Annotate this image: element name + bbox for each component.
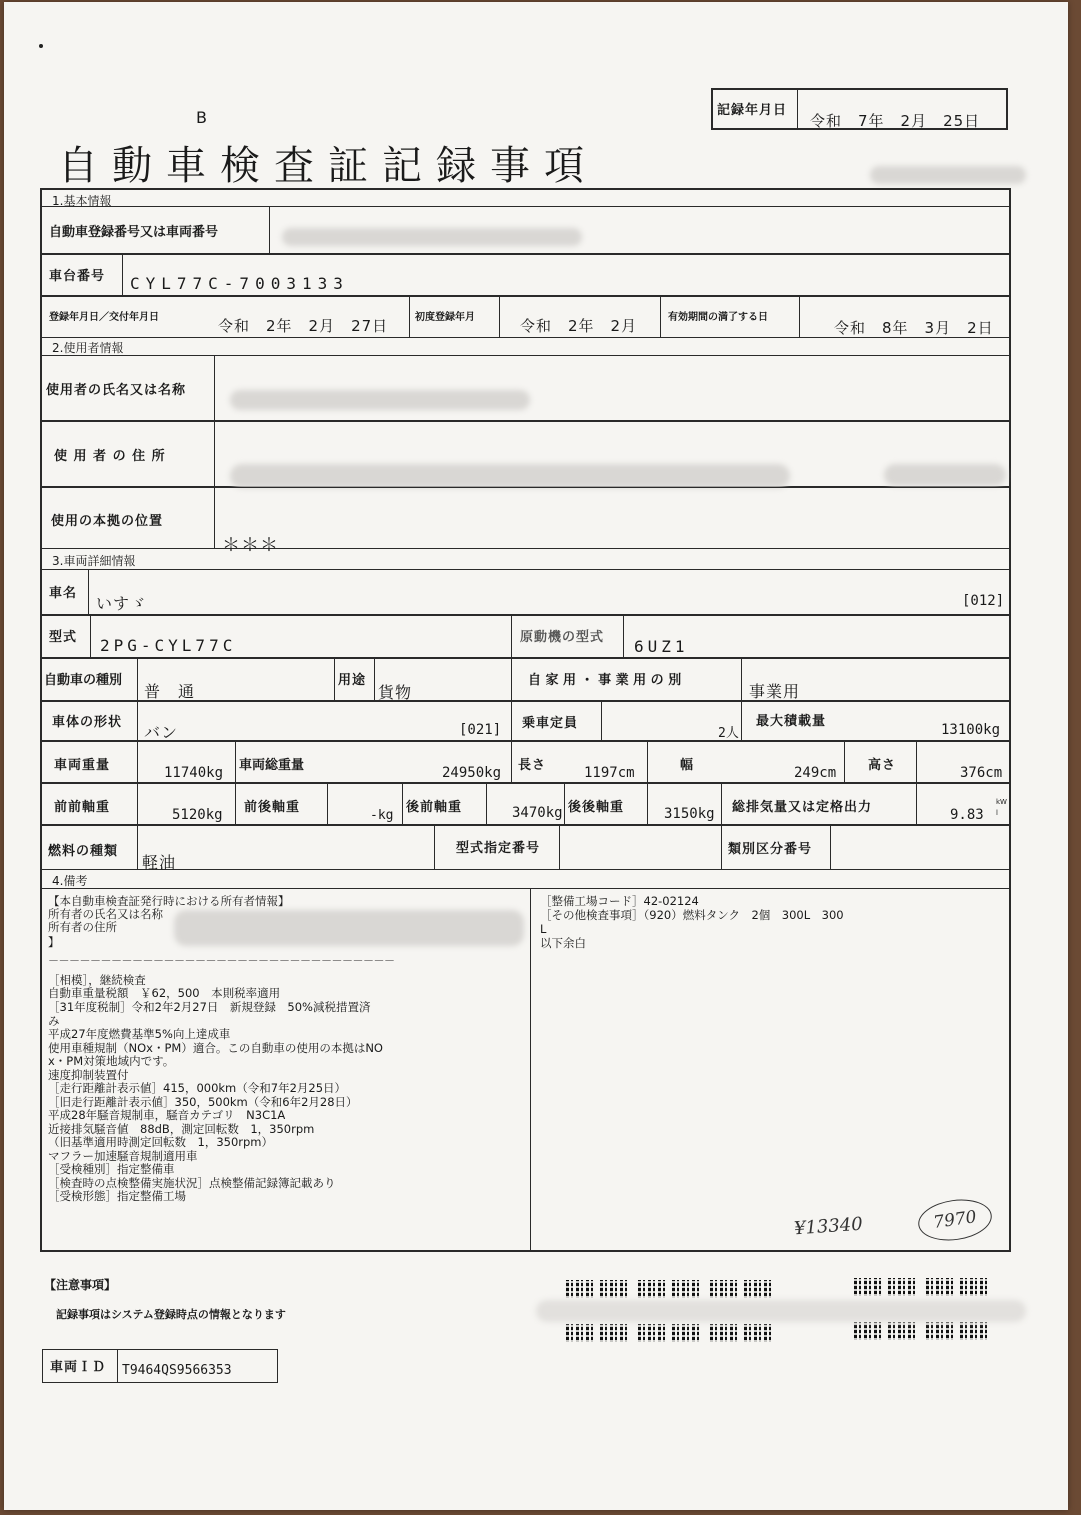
max-load-label: 最大積載量 — [756, 714, 827, 729]
gross-weight-label: 車両総重量 — [239, 758, 305, 773]
engine-value: 6UZ1 — [634, 637, 689, 656]
reg-number-label: 自動車登録番号又は車両番号 — [49, 225, 219, 240]
height-value: 376cm — [960, 765, 1003, 781]
remark-line: 所有者の氏名又は名称 — [48, 907, 163, 921]
gross-weight-value: 24950kg — [442, 765, 502, 781]
front-front-axle-value: 5120kg — [172, 807, 223, 823]
use-label: 用途 — [338, 673, 367, 688]
type-designation-label: 型式指定番号 — [456, 841, 541, 856]
remark-line: 速度抑制装置付 — [48, 1068, 129, 1082]
remark-line: 所有者の住所 — [48, 920, 117, 934]
remark-line: x・PM対策地域内です。 — [48, 1054, 175, 1068]
fuel-label: 燃料の種類 — [48, 844, 119, 859]
remark-line: 使用車種規制（NOx・PM）適合。この自動車の使用の本拠はNO — [48, 1041, 383, 1055]
remark-line: ［受検形態］指定整備工場 — [48, 1189, 186, 1203]
use-value: 貨物 — [378, 683, 413, 702]
reg-date-value: 令和 2年 2月 27日 — [218, 317, 389, 335]
model-label: 型式 — [49, 630, 78, 645]
user-address-label: 使 用 者 の 住 所 — [54, 449, 166, 464]
remark-line: 】 — [48, 935, 60, 949]
remark-line: ［相模］，継続検査 — [48, 973, 146, 987]
chassis-label: 車台番号 — [49, 269, 106, 284]
remark-line: ［検査時の点検整備実施状況］点検整備記録簿記載あり — [48, 1176, 336, 1190]
rear-front-axle-label: 後前軸重 — [406, 800, 463, 815]
rear-front-axle-value: 3470kg — [512, 805, 563, 821]
displacement-value: 9.83 — [950, 807, 984, 823]
private-use-label: 自 家 用 ・ 事 業 用 の 別 — [528, 673, 682, 688]
remark-line: ［31年度税制］令和2年2月27日 新規登録 50%減税措置済 — [48, 1000, 371, 1014]
document-sheet — [4, 2, 1068, 1510]
remark-line: 自動車重量税額 ￥62，500 本則税率適用 — [48, 986, 281, 1000]
vehicle-id-label: 車両ＩＤ — [50, 1360, 107, 1375]
user-name-label: 使用者の氏名又は名称 — [46, 383, 187, 398]
ink-speck — [39, 44, 43, 48]
redaction — [870, 166, 1026, 184]
remark-line: 【本自動車検査証発行時における所有者情報】 — [48, 894, 290, 908]
section3-title: 3.車両詳細情報 — [52, 554, 136, 568]
displacement-unit: kW l — [996, 798, 1007, 817]
height-label: 高さ — [868, 758, 897, 773]
record-date-label: 記録年月日 — [717, 103, 788, 118]
car-name-code: [012] — [962, 593, 1005, 609]
redaction — [230, 464, 790, 488]
redaction — [230, 390, 530, 410]
redaction — [536, 1300, 1026, 1322]
remark-line: （旧基準適用時測定回転数 1，350rpm） — [48, 1135, 273, 1149]
remark-line: L — [540, 922, 547, 936]
engine-label: 原動機の型式 — [520, 630, 605, 645]
displacement-label: 総排気量又は定格出力 — [732, 800, 873, 815]
base-location-label: 使用の本拠の位置 — [51, 514, 164, 529]
car-name-label: 車名 — [49, 586, 78, 601]
first-reg-label: 初度登録年月 — [415, 312, 475, 323]
body-shape-value: バン — [144, 723, 179, 742]
remark-line: ［旧走行距離計表示値］350，500km（令和6年2月28日） — [48, 1095, 358, 1109]
remark-line: ［整備工場コード］42-02124 — [540, 894, 699, 908]
front-rear-axle-value: -kg — [370, 808, 394, 823]
remark-line: ［走行距離計表示値］415，000km（令和7年2月25日） — [48, 1081, 347, 1095]
remark-line: 近接排気騒音値 88dB，測定回転数 1，350rpm — [48, 1122, 315, 1136]
front-rear-axle-label: 前後軸重 — [244, 800, 301, 815]
category-label: 類別区分番号 — [728, 842, 813, 857]
vehicle-weight-value: 11740kg — [164, 765, 224, 781]
reg-date-label: 登録年月日／交付年月日 — [49, 312, 159, 323]
model-value: 2PG-CYL77C — [100, 636, 237, 655]
expiry-value: 令和 8年 3月 2日 — [834, 319, 994, 337]
rear-rear-axle-value: 3150kg — [664, 806, 715, 822]
vehicle-id-value: T9464QS9566353 — [122, 1363, 232, 1378]
fuel-value: 軽油 — [142, 853, 177, 872]
handwritten-circled-number: 7970 — [916, 1195, 995, 1245]
remark-line: 平成27年度燃費基準5%向上達成車 — [48, 1027, 231, 1041]
document-title: 自動車検査証記録事項 — [58, 143, 598, 189]
remark-line: ［その他検査事項］（920）燃料タンク 2個 300L 300 — [540, 908, 844, 922]
notice-text: 記録事項はシステム登録時点の情報となります — [56, 1308, 286, 1321]
chassis-value: CYL77C-7003133 — [130, 274, 349, 293]
remark-line: ［受検種別］指定整備車 — [48, 1162, 175, 1176]
front-front-axle-label: 前前軸重 — [54, 800, 111, 815]
expiry-label: 有効期間の満了する日 — [668, 312, 768, 323]
first-reg-value: 令和 2年 2月 — [520, 317, 638, 335]
remark-line: マフラー加速騒音規制適用車 — [48, 1149, 198, 1163]
rear-rear-axle-label: 後後軸重 — [568, 800, 625, 815]
length-label: 長さ — [518, 758, 547, 773]
capacity-value: 2人 — [718, 726, 739, 741]
remark-line: 以下余白 — [540, 936, 586, 950]
capacity-label: 乗車定員 — [522, 716, 579, 731]
body-shape-label: 車体の形状 — [52, 715, 123, 730]
redaction — [174, 910, 524, 946]
redaction — [282, 228, 582, 246]
base-location-value: ＊＊＊ — [222, 535, 279, 556]
vehicle-weight-label: 車両重量 — [54, 758, 111, 773]
max-load-value: 13100kg — [941, 722, 1001, 738]
record-date-value: 令和 7年 2月 25日 — [810, 112, 981, 130]
remark-line: 平成28年騒音規制車，騒音カテゴリ N3C1A — [48, 1108, 286, 1122]
redaction — [884, 464, 1006, 486]
remark-line: み — [48, 1014, 60, 1028]
section4-title: 4.備考 — [52, 874, 88, 888]
car-name-value: いすゞ — [96, 594, 148, 613]
notice-title: 【注意事項】 — [44, 1278, 117, 1292]
vehicle-kind-value: 普 通 — [144, 682, 196, 701]
private-use-value: 事業用 — [749, 682, 801, 701]
section2-title: 2.使用者情報 — [52, 341, 124, 355]
handwritten-price: ¥13340 — [793, 1213, 864, 1240]
width-label: 幅 — [680, 758, 695, 773]
body-shape-code: [021] — [459, 722, 502, 738]
length-value: 1197cm — [584, 765, 635, 781]
document-mark: B — [196, 108, 207, 127]
width-value: 249cm — [794, 765, 837, 781]
section1-title: 1.基本情報 — [52, 194, 112, 208]
vehicle-kind-label: 自動車の種別 — [44, 673, 123, 688]
remark-line: －－－－－－－－－－－－－－－－－－－－－－－－－－－－－－－－－ — [48, 954, 395, 967]
